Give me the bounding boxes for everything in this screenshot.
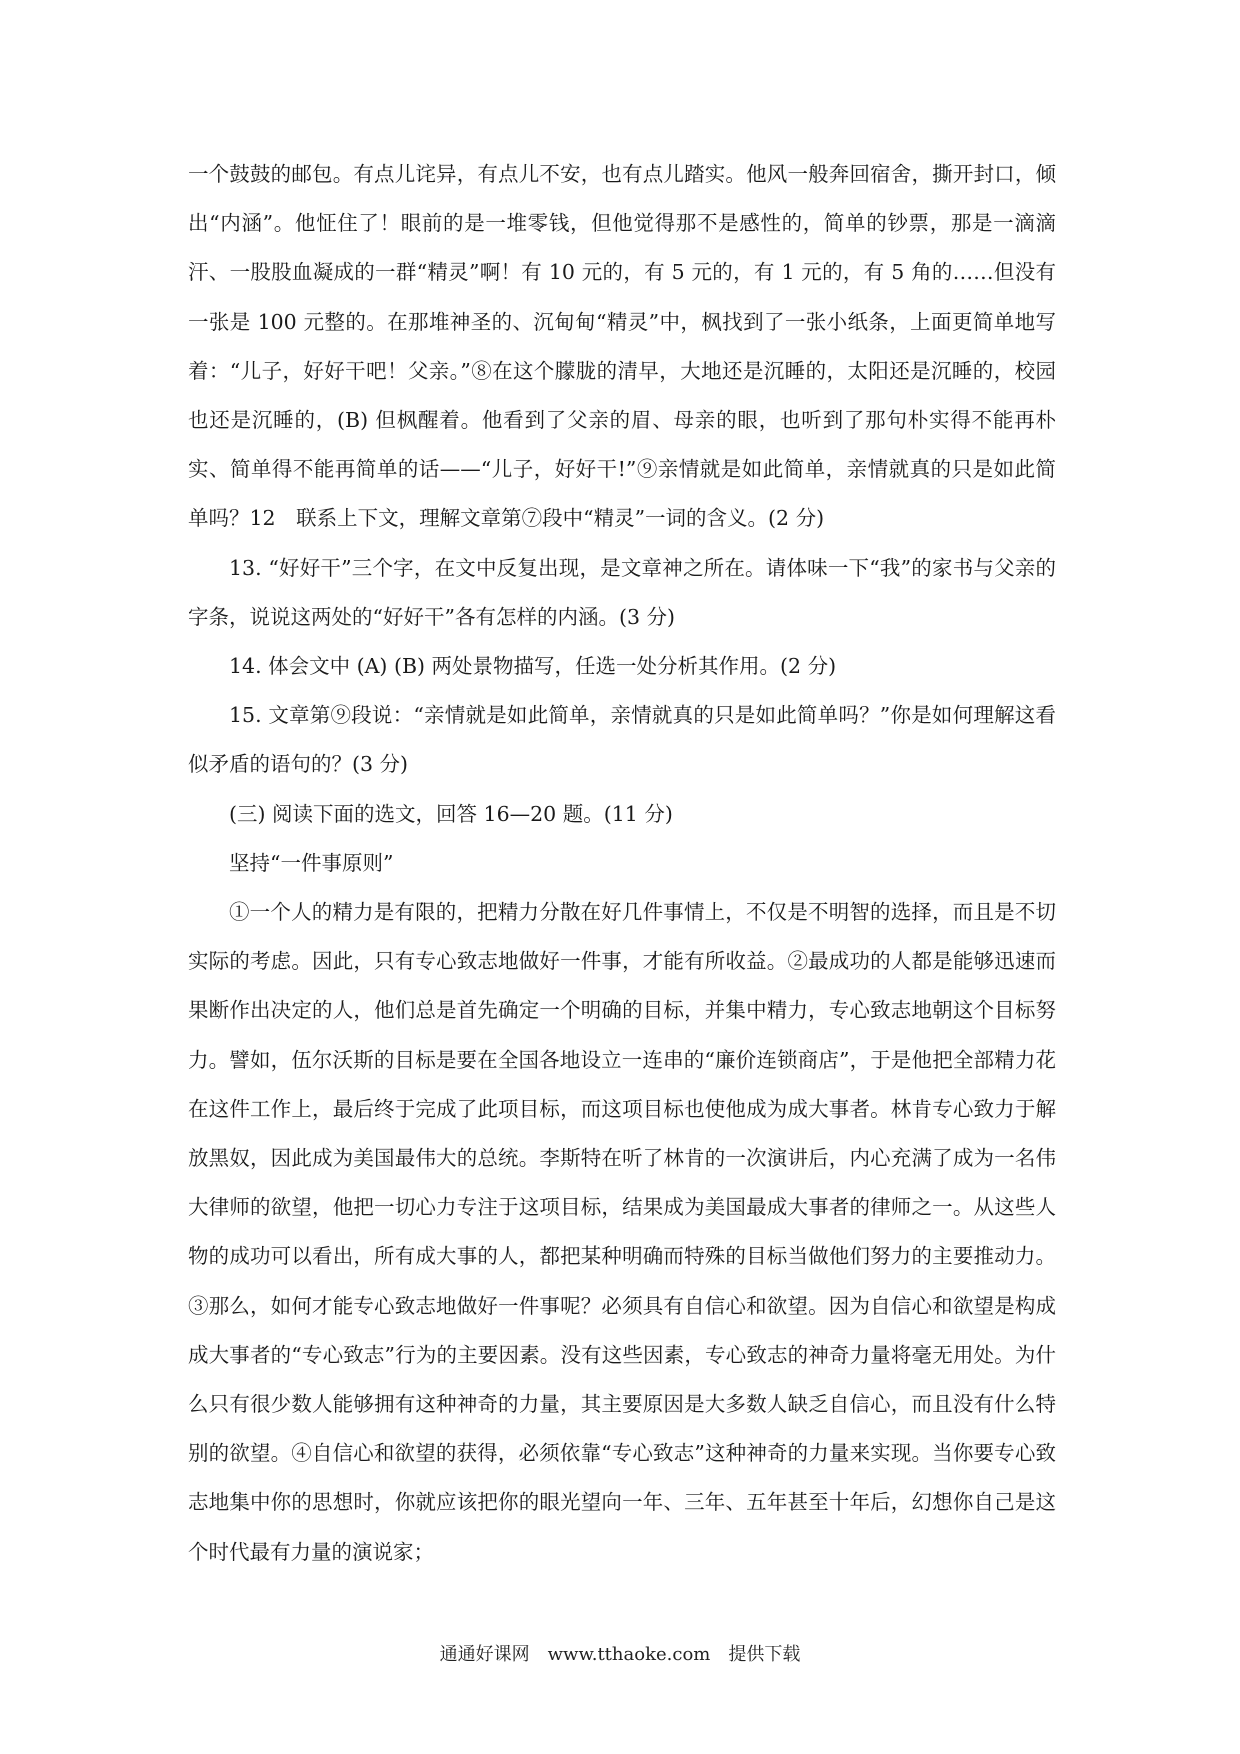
essay-title: 坚持“一件事原则”: [229, 850, 394, 875]
question-14: 14. 体会文中 (A) (B) 两处景物描写，任选一处分析其作用。(2 分): [229, 654, 837, 679]
section-heading: (三) 阅读下面的选文，回答 16—20 题。(11 分): [229, 801, 673, 826]
essay-body: ①一个人的精力是有限的，把精力分散在好几件事情上，不仅是不明智的选择，而且是不切实际的考虑。因此，只有专心致志地做好一件事，才能有所收益。②最成功的人都是能够迅速而果断作出决定的人，他们总是首先确定一个明确的目标，并集中精力，专心致志地朝这个目标努力。譬如，伍尔沃斯的目标是要在全国各地设立一连串的“廉价连锁商店”，于是他把全部精力花在这件工作上，最后终于完成了此项目标，而这项目标也使他成为成大事者。林肯专心致力于解放黑奴，因此成为美国最伟大的总统。李斯特在听了林肯的一次演讲后，内心充满了成为一名伟大律师的欲望，他把一切心力专注于这项目标，结果成为美国最成大事者的律师之一。从这些人物的成功可以看出，所有成大事的人，都把某种明确而特殊的目标当做他们努力的主要推动力。③那么，如何才能专心致志地做好一件事呢？必须具有自信心和欲望。因为自信心和欲望是构成成大事者的“专心致志”行为的主要因素。没有这些因素，专心致志的神奇力量将毫无用处。为什么只有很少数人能够拥有这种神奇的力量，其主要原因是大多数人缺乏自信心，而且没有什么特别的欲望。④自信心和欲望的获得，必须依靠“专心致志”这种神奇的力量来实现。当你要专心致志地集中你的思想时，你就应该把你的眼光望向一年、三年、五年甚至十年后，幻想你自己是这个时代最有力量的演说家；: [188, 900, 1056, 1564]
document-body: [188, 150, 1056, 1577]
question-15: 15. 文章第⑨段说：“亲情就是如此简单，亲情就真的只是如此简单吗？”你是如何理解这看似矛盾的语句的？(3 分): [188, 703, 1056, 777]
question-13: 13. “好好干”三个字，在文中反复出现，是文章神之所在。请体味一下“我”的家书与父亲的字条，说说这两处的“好好干”各有怎样的内涵。(3 分): [188, 555, 1056, 629]
page-footer: 通通好课网 www.tthaoke.com 提供下载: [439, 1644, 801, 1665]
passage-paragraph-continued: 一个鼓鼓的邮包。有点儿诧异，有点儿不安，也有点儿踏实。他风一般奔回宿舍，撕开封口，倾出“内涵”。他怔住了！眼前的是一堆零钱，但他觉得那不是感性的，简单的钞票，那是一滴滴汗、一股股血凝成的一群“精灵”啊！有 10 元的，有 5 元的，有 1 元的，有 5 角的……但没有一张是 100 元整的。在那堆神圣的、沉甸甸“精灵”中，枫找到了一张小纸条，上面更简单地写着：“儿子，好好干吧！父亲。”⑧在这个朦胧的清早，大地还是沉睡的，太阳还是沉睡的，校园也还是沉睡的，(B) 但枫醒着。他看到了父亲的眉、母亲的眼，也听到了那句朴实得不能再朴实、简单得不能再简单的话——“儿子，好好干!”⑨亲情就是如此简单，亲情就真的只是如此简单吗？12 联系上下文，理解文章第⑦段中“精灵”一词的含义。(2 分): [188, 162, 1056, 531]
